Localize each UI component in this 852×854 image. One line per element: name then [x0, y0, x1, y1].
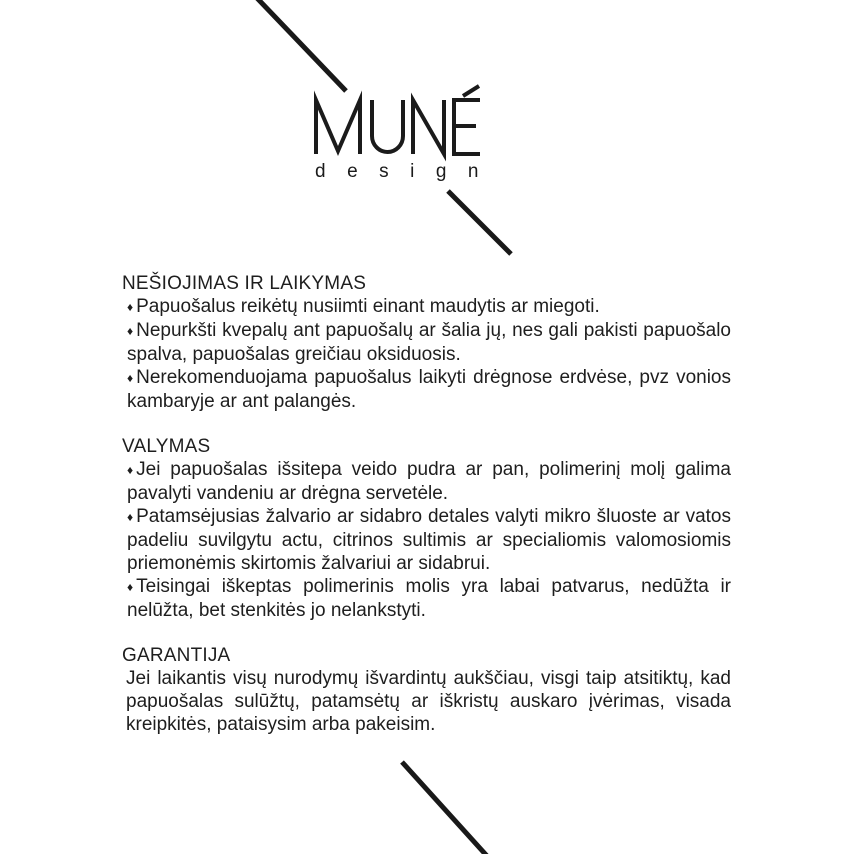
- bullet-item: [122, 458, 731, 505]
- letter-u: [372, 100, 403, 152]
- bullet-text: Jei papuošalas išsitepa veido pudra ar pan, polimerinį molį galima pavalyti vandeniu ar drėgna servetėle.: [127, 459, 731, 504]
- brand-name-text: [0, 0, 1, 1]
- bullet-text: Patamsėjusias žalvario ar sidabro detales valyti mikro šluoste ar vatos padeliu suvilgytu actu, citrinos sultimis ar specialiomis valomosiomis priemonėmis skirtomis žalvariui ar sidabrui.: [127, 506, 731, 574]
- bullet-diamond-icon: ♦: [127, 463, 134, 477]
- bullet-text: Nerekomenduojama papuošalus laikyti drėgnose erdvėse, pvz vonios kambaryje ar ant palangės.: [127, 367, 731, 412]
- letter-e: [454, 100, 480, 154]
- bullet-text: Papuošalus reikėtų nusiimti einant maudytis ar miegoti.: [136, 296, 600, 317]
- bullet-text: Teisingai iškeptas polimerinis molis yra labai patvarus, nedūžta ir nelūžta, bet stenkitės jo nelankstyti.: [127, 576, 731, 621]
- bullet-item: [122, 295, 731, 319]
- bullet-item: [122, 319, 731, 366]
- brand-subtitle: design: [315, 161, 500, 182]
- bullet-item: [122, 505, 731, 575]
- bullet-diamond-icon: ♦: [127, 510, 134, 524]
- bullet-text: Nepurkšti kvepalų ant papuošalų ar šalia jų, nes gali pakisti papuošalo spalva, papuošalas greičiau oksiduosis.: [127, 320, 731, 365]
- diagonal-line-bottom: [402, 762, 487, 854]
- section-cleaning: [122, 435, 731, 622]
- section-heading: VALYMAS: [122, 436, 211, 457]
- letter-m: [316, 100, 360, 154]
- section-heading: GARANTIJA: [122, 645, 231, 666]
- diagonal-line-middle: [448, 191, 511, 254]
- letter-n: [413, 100, 444, 154]
- bullet-item: [122, 366, 731, 413]
- care-instructions: [122, 272, 731, 736]
- bullet-diamond-icon: ♦: [127, 580, 134, 594]
- diagonal-line-top: [256, 0, 346, 91]
- brand-wordmark: [316, 86, 480, 154]
- section-warranty: [122, 644, 731, 736]
- section-wearing-storage: [122, 272, 731, 413]
- bullet-diamond-icon: ♦: [127, 300, 134, 314]
- bullet-item: [122, 575, 731, 622]
- bullet-diamond-icon: ♦: [127, 371, 134, 385]
- bullet-diamond-icon: ♦: [127, 324, 134, 338]
- section-heading: NEŠIOJIMAS IR LAIKYMAS: [122, 273, 367, 294]
- warranty-paragraph: Jei laikantis visų nurodymų išvardintų aukščiau, visgi taip atsitiktų, kad papuošalas sulūžtų, patamsėtų ar iškristų auskaro įvėrimas, visada kreipkitės, pataisysim arba pakeisim.: [126, 668, 731, 735]
- acute-accent: [463, 86, 479, 96]
